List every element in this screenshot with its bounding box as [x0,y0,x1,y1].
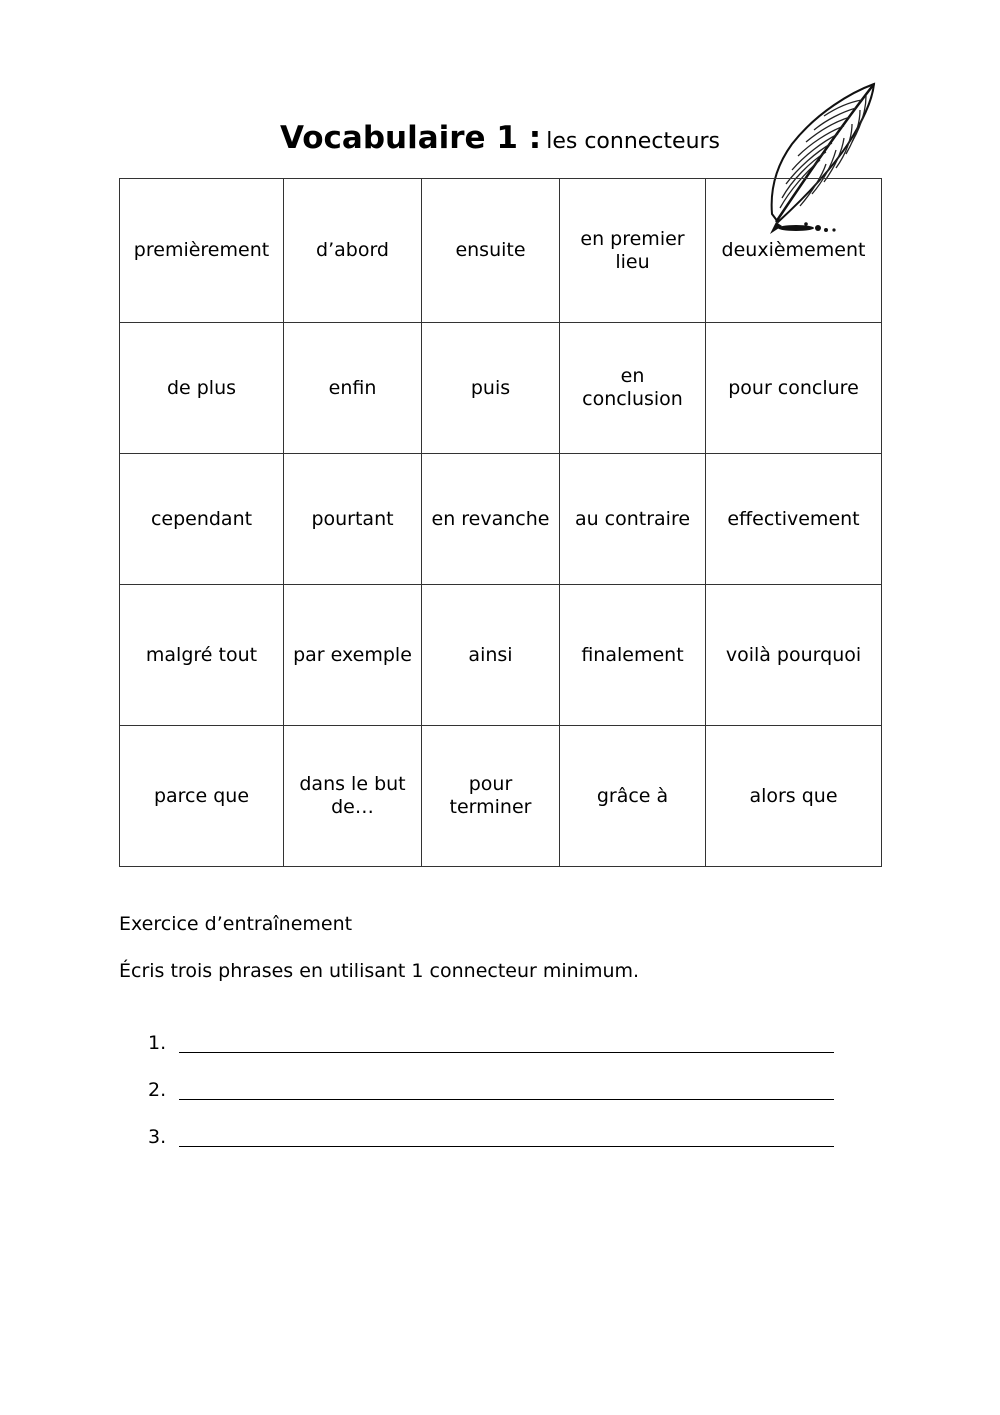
title-subtitle: les connecteurs [546,129,721,154]
answer-number: 1. [148,1032,167,1054]
connector-cell: alors que [706,726,882,867]
exercise-instruction: Écris trois phrases en utilisant 1 connecteur minimum. [119,960,640,982]
connector-cell: en conclusion [560,323,706,454]
table-row [120,454,882,585]
answer-number: 3. [148,1126,167,1148]
answer-rule [179,1099,834,1100]
connector-cell: deuxièmement [706,179,882,323]
connector-cell: pour terminer [422,726,560,867]
connector-cell: pour conclure [706,323,882,454]
connector-cell: effectivement [706,454,882,585]
table-row [120,179,882,323]
title-bold: Vocabulaire 1 : [279,120,542,156]
connector-cell: en revanche [422,454,560,585]
connector-cell: finalement [560,585,706,726]
connector-cell: en premier lieu [560,179,706,323]
connector-cell: de plus [120,323,284,454]
exercise-title: Exercice d’entraînement [119,913,353,935]
answer-rule [179,1052,834,1053]
table-row [120,323,882,454]
answer-line-2[interactable] [148,1070,834,1100]
connector-cell: malgré tout [120,585,284,726]
connector-cell: enfin [284,323,422,454]
connector-cell: cependant [120,454,284,585]
connector-cell: par exemple [284,585,422,726]
connector-cell: premièrement [120,179,284,323]
connector-cell: d’abord [284,179,422,323]
table-row [120,726,882,867]
connector-cell: au contraire [560,454,706,585]
connector-cell: ainsi [422,585,560,726]
answer-rule [179,1146,834,1147]
connector-cell: parce que [120,726,284,867]
answer-line-3[interactable] [148,1117,834,1147]
answer-line-1[interactable] [148,1023,834,1053]
connector-cell: ensuite [422,179,560,323]
connectors-table [119,178,882,867]
answer-number: 2. [148,1079,167,1101]
connector-cell: puis [422,323,560,454]
table-row [120,585,882,726]
connector-cell: dans le but de… [284,726,422,867]
connector-cell: grâce à [560,726,706,867]
connector-cell: voilà pourquoi [706,585,882,726]
connector-cell: pourtant [284,454,422,585]
